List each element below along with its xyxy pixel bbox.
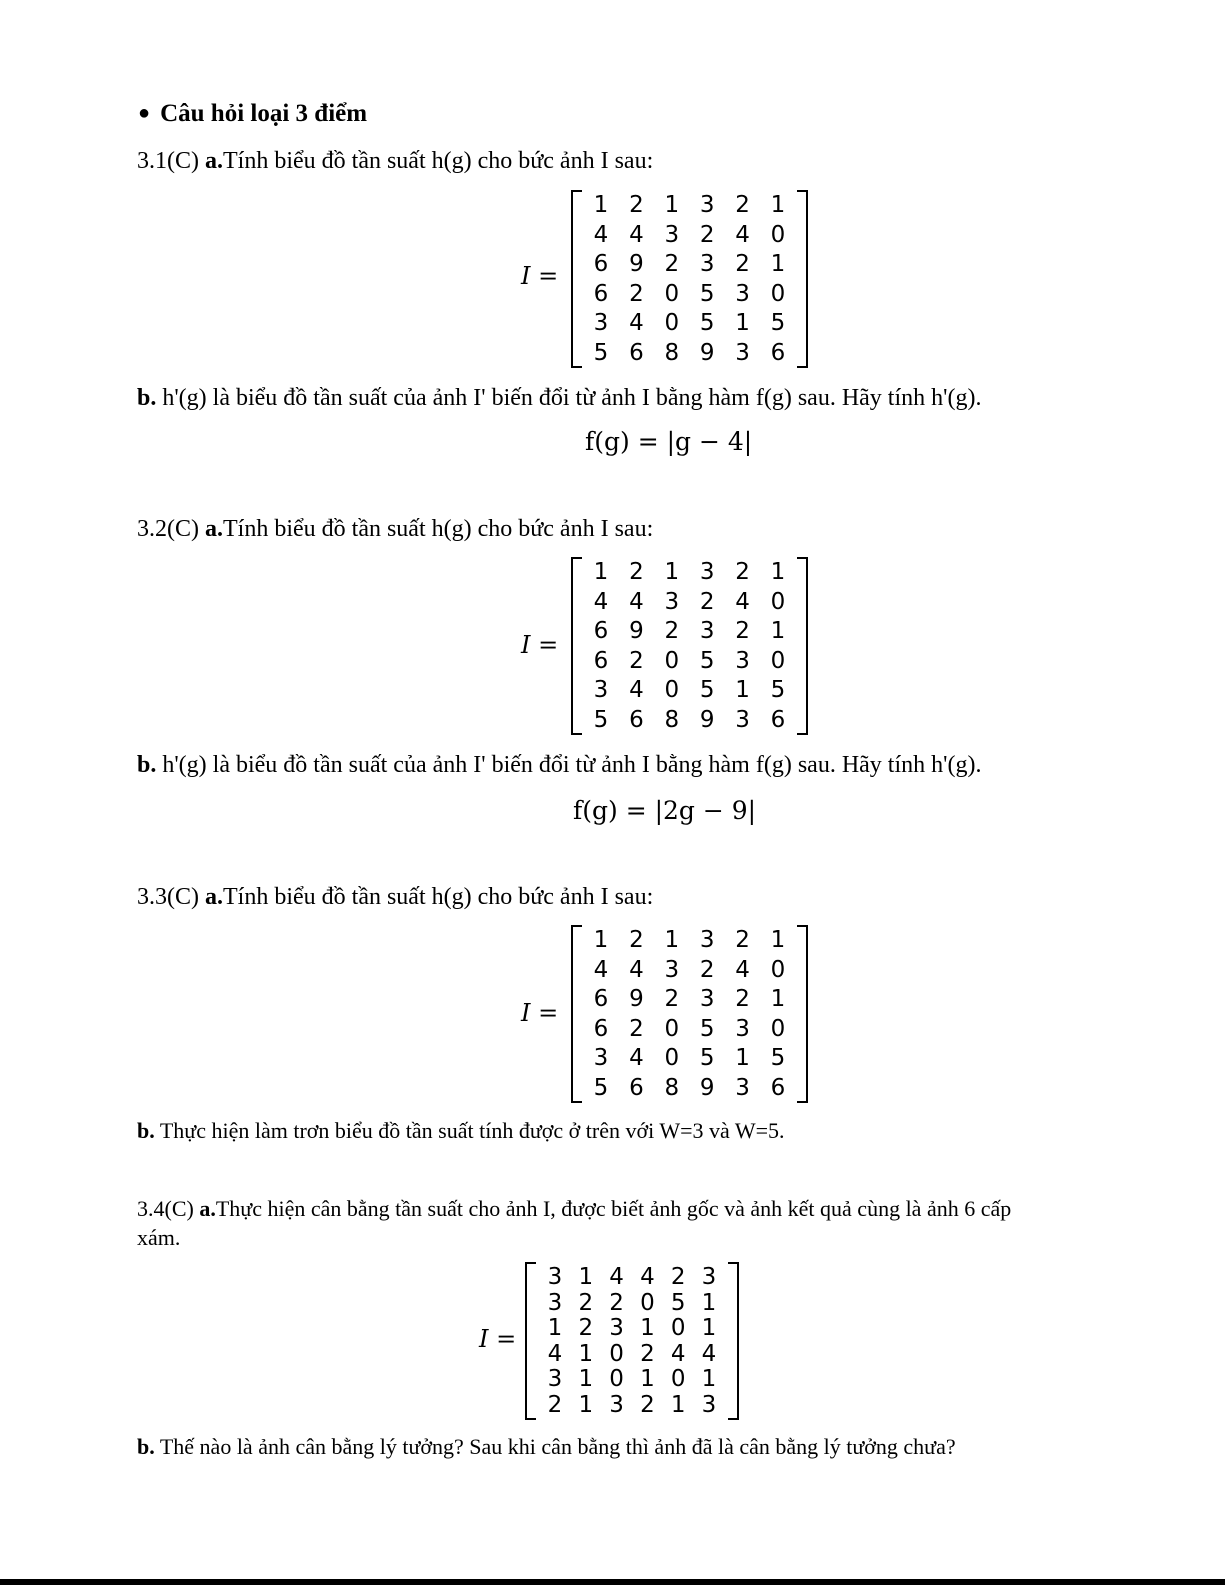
matrix-cell: 0: [664, 1015, 680, 1042]
matrix-cell: 4: [735, 588, 750, 615]
matrix-cell: 4: [609, 1264, 624, 1290]
matrix-cell: 2: [629, 927, 644, 953]
matrix-lhs: I =: [521, 999, 559, 1027]
matrix-cells: [571, 925, 808, 1103]
matrix-cell: 2: [735, 251, 750, 278]
part-b-label: b.: [137, 1434, 155, 1459]
matrix-cell: 9: [699, 1075, 715, 1101]
matrix-cell: 1: [770, 559, 786, 585]
question-3-4-part-a: [137, 1196, 1011, 1222]
matrix-cell: 1: [770, 927, 786, 953]
matrix-cell: 0: [670, 1315, 686, 1342]
part-b-label: b.: [137, 1118, 155, 1143]
matrix-cell: 4: [593, 221, 609, 248]
matrix-cell: 4: [547, 1340, 563, 1367]
matrix-cell: 1: [770, 251, 786, 278]
matrix-cell: 5: [699, 677, 715, 704]
matrix-cell: 1: [735, 310, 750, 337]
matrix-cell: 3: [735, 280, 750, 307]
part-b-label: b.: [137, 752, 157, 778]
matrix-cell: 2: [629, 559, 644, 585]
question-3-2-part-b: [137, 752, 981, 779]
matrix-cell: 1: [770, 192, 786, 218]
matrix-cell: 3: [701, 1392, 717, 1418]
part-b-label: b.: [137, 385, 157, 411]
matrix-cell: 0: [670, 1366, 686, 1393]
matrix-cell: 0: [609, 1340, 624, 1367]
matrix-cell: 0: [770, 588, 786, 615]
matrix-cell: 9: [699, 707, 715, 733]
matrix-3-4: [479, 1262, 739, 1420]
matrix-cell: 5: [699, 1045, 715, 1072]
matrix-cells: [571, 190, 808, 368]
matrix-cell: 4: [701, 1340, 717, 1367]
matrix-cell: 1: [664, 927, 680, 953]
matrix-cell: 1: [701, 1315, 717, 1342]
matrix-cell: 8: [664, 340, 680, 366]
matrix-cell: 2: [735, 618, 750, 645]
formula-3-2: f(g) = |2g − 9|: [573, 796, 757, 825]
matrix-cell: 9: [629, 251, 644, 278]
matrix-cell: 4: [640, 1264, 655, 1290]
matrix-cell: 2: [578, 1289, 594, 1316]
matrix-cell: 4: [629, 677, 644, 704]
matrix-cell: 2: [640, 1340, 655, 1367]
matrix-cell: 3: [699, 618, 715, 645]
matrix-cell: 3: [701, 1264, 717, 1290]
matrix-cell: 9: [629, 618, 644, 645]
matrix-lhs: I =: [521, 262, 559, 290]
matrix-cell: 5: [593, 707, 609, 733]
matrix-cells: [525, 1262, 739, 1420]
matrix-cell: 8: [664, 707, 680, 733]
matrix-cell: 1: [701, 1366, 717, 1393]
matrix-cell: 1: [593, 927, 609, 953]
matrix-cell: 1: [593, 559, 609, 585]
matrix-cell: 3: [699, 192, 715, 218]
matrix-cell: 2: [699, 221, 715, 248]
matrix-cell: 5: [699, 310, 715, 337]
matrix-3-1: [521, 190, 808, 368]
part-b-text: Thực hiện làm trơn biểu đồ tần suất tính được ở trên với W=3 và W=5.: [154, 1118, 785, 1143]
matrix-cell: 3: [699, 927, 715, 953]
matrix-cell: 2: [640, 1392, 655, 1418]
part-b-text: h'(g) là biểu đồ tần suất của ảnh I' biến đổi từ ảnh I bằng hàm f(g) sau. Hãy tính h'(g).: [156, 385, 982, 411]
matrix-cell: 1: [578, 1340, 594, 1367]
matrix-cell: 3: [547, 1264, 563, 1290]
matrix-cell: 5: [770, 1045, 786, 1072]
matrix-cell: 6: [593, 647, 609, 674]
matrix-cell: 3: [593, 1045, 609, 1072]
question-3-1-part-b: [137, 385, 981, 412]
matrix-cell: 2: [547, 1392, 563, 1418]
matrix-cell: 2: [664, 986, 680, 1013]
part-a-text: Tính biểu đồ tần suất h(g) cho bức ảnh I sau:: [223, 884, 654, 910]
matrix-cell: 4: [593, 588, 609, 615]
matrix-cell: 6: [629, 707, 644, 733]
matrix-cell: 1: [735, 677, 750, 704]
matrix-cell: 1: [770, 618, 786, 645]
section-heading: [138, 100, 367, 128]
matrix-cell: 0: [770, 956, 786, 983]
matrix-cell: 6: [629, 340, 644, 366]
question-number: 3.3(C): [137, 884, 205, 910]
matrix-cell: 3: [735, 647, 750, 674]
matrix-cell: 3: [735, 340, 750, 366]
matrix-cell: 2: [699, 588, 715, 615]
matrix-cell: 0: [770, 280, 786, 307]
matrix-cell: 5: [699, 1015, 715, 1042]
matrix-cells: [571, 557, 808, 735]
part-b-text: h'(g) là biểu đồ tần suất của ảnh I' biến đổi từ ảnh I bằng hàm f(g) sau. Hãy tính h'(g).: [156, 752, 982, 778]
matrix-cell: 2: [629, 1015, 644, 1042]
part-a-label: a.: [199, 1196, 216, 1221]
part-b-text: Thế nào là ảnh cân bằng lý tưởng? Sau khi cân bằng thì ảnh đã là cân bằng lý tưởng chưa?: [154, 1434, 956, 1459]
question-number: 3.4(C): [137, 1196, 200, 1221]
matrix-lhs: I =: [521, 631, 559, 659]
matrix-cell: 0: [664, 1045, 680, 1072]
matrix-cell: 2: [629, 280, 644, 307]
matrix-cell: 4: [629, 1045, 644, 1072]
matrix-cell: 5: [670, 1289, 686, 1316]
matrix-cell: 4: [629, 956, 644, 983]
matrix-cell: 2: [735, 559, 750, 585]
matrix-cell: 1: [578, 1366, 594, 1393]
matrix-cell: 0: [664, 310, 680, 337]
part-a-text: Thực hiện cân bằng tần suất cho ảnh I, được biết ảnh gốc và ảnh kết quả cùng là ảnh 6 cấp: [215, 1196, 1012, 1221]
matrix-cell: 5: [699, 647, 715, 674]
matrix-cell: 2: [609, 1289, 624, 1316]
matrix-cell: 0: [664, 647, 680, 674]
matrix-cell: 2: [735, 192, 750, 218]
matrix-cell: 5: [770, 310, 786, 337]
matrix-cell: 3: [609, 1315, 624, 1342]
matrix-cell: 6: [770, 1075, 786, 1101]
bullet-icon: ●: [138, 102, 151, 124]
matrix-cell: 3: [699, 986, 715, 1013]
matrix-cell: 6: [629, 1075, 644, 1101]
formula-3-1: f(g) = |g − 4|: [585, 427, 753, 456]
matrix-cell: 0: [640, 1289, 655, 1316]
matrix-cell: 3: [593, 677, 609, 704]
matrix-cell: 2: [699, 956, 715, 983]
matrix-cell: 5: [699, 280, 715, 307]
matrix-cell: 0: [770, 1015, 786, 1042]
matrix-cell: 1: [640, 1366, 655, 1393]
matrix-cell: 2: [664, 618, 680, 645]
matrix-cell: 1: [770, 986, 786, 1013]
part-a-text: Tính biểu đồ tần suất h(g) cho bức ảnh I sau:: [223, 516, 654, 542]
matrix-cell: 3: [735, 1075, 750, 1101]
matrix-cell: 3: [699, 559, 715, 585]
matrix-cell: 8: [664, 1075, 680, 1101]
matrix-cell: 4: [593, 956, 609, 983]
matrix-cell: 6: [593, 251, 609, 278]
matrix-cell: 1: [547, 1315, 563, 1342]
matrix-cell: 1: [593, 192, 609, 218]
matrix-cell: 3: [609, 1392, 624, 1418]
matrix-cell: 4: [629, 588, 644, 615]
matrix-cell: 9: [699, 340, 715, 366]
question-3-4-part-a-continued: xám.: [137, 1225, 181, 1250]
matrix-cell: 2: [664, 251, 680, 278]
matrix-cell: 4: [735, 956, 750, 983]
matrix-cell: 9: [629, 986, 644, 1013]
matrix-cell: 6: [770, 340, 786, 366]
matrix-cell: 0: [770, 647, 786, 674]
question-3-2-part-a: [137, 516, 653, 543]
matrix-cell: 0: [664, 677, 680, 704]
question-3-3-part-b: [137, 1118, 785, 1144]
matrix-cell: 0: [609, 1366, 624, 1393]
heading-text: Câu hỏi loại 3 điểm: [160, 100, 368, 127]
matrix-cell: 2: [578, 1315, 594, 1342]
matrix-cell: 4: [735, 221, 750, 248]
bottom-rule: [0, 1579, 1225, 1585]
matrix-cell: 4: [670, 1340, 686, 1367]
matrix-cell: 1: [735, 1045, 750, 1072]
matrix-cell: 6: [593, 280, 609, 307]
matrix-cell: 1: [578, 1392, 594, 1418]
matrix-cell: 0: [664, 280, 680, 307]
matrix-cell: 2: [735, 986, 750, 1013]
matrix-cell: 2: [629, 647, 644, 674]
matrix-cell: 3: [699, 251, 715, 278]
part-a-label: a.: [205, 884, 223, 910]
matrix-cell: 1: [664, 559, 680, 585]
question-3-4-part-b: [137, 1434, 956, 1460]
matrix-cell: 3: [664, 956, 680, 983]
matrix-cell: 1: [578, 1264, 594, 1290]
matrix-cell: 6: [770, 707, 786, 733]
matrix-3-3: [521, 925, 808, 1103]
matrix-cell: 5: [593, 340, 609, 366]
question-number: 3.2(C): [137, 516, 205, 542]
matrix-cell: 3: [664, 588, 680, 615]
matrix-cell: 1: [670, 1392, 686, 1418]
matrix-cell: 0: [770, 221, 786, 248]
question-number: 3.1(C): [137, 148, 205, 174]
matrix-lhs: I =: [479, 1325, 517, 1353]
matrix-cell: 3: [735, 707, 750, 733]
matrix-cell: 1: [701, 1289, 717, 1316]
matrix-cell: 6: [593, 618, 609, 645]
matrix-cell: 4: [629, 221, 644, 248]
matrix-cell: 3: [547, 1366, 563, 1393]
part-a-text: Tính biểu đồ tần suất h(g) cho bức ảnh I sau:: [223, 148, 654, 174]
matrix-cell: 2: [629, 192, 644, 218]
question-3-1-part-a: [137, 148, 653, 175]
matrix-cell: 2: [670, 1264, 686, 1290]
matrix-cell: 5: [593, 1075, 609, 1101]
matrix-cell: 1: [640, 1315, 655, 1342]
matrix-cell: 3: [547, 1289, 563, 1316]
matrix-cell: 6: [593, 1015, 609, 1042]
matrix-cell: 2: [735, 927, 750, 953]
matrix-cell: 3: [735, 1015, 750, 1042]
question-3-3-part-a: [137, 884, 653, 911]
matrix-cell: 5: [770, 677, 786, 704]
matrix-cell: 6: [593, 986, 609, 1013]
part-a-label: a.: [205, 516, 223, 542]
matrix-cell: 3: [593, 310, 609, 337]
matrix-3-2: [521, 557, 808, 735]
matrix-cell: 4: [629, 310, 644, 337]
matrix-cell: 1: [664, 192, 680, 218]
part-a-label: a.: [205, 148, 223, 174]
matrix-cell: 3: [664, 221, 680, 248]
